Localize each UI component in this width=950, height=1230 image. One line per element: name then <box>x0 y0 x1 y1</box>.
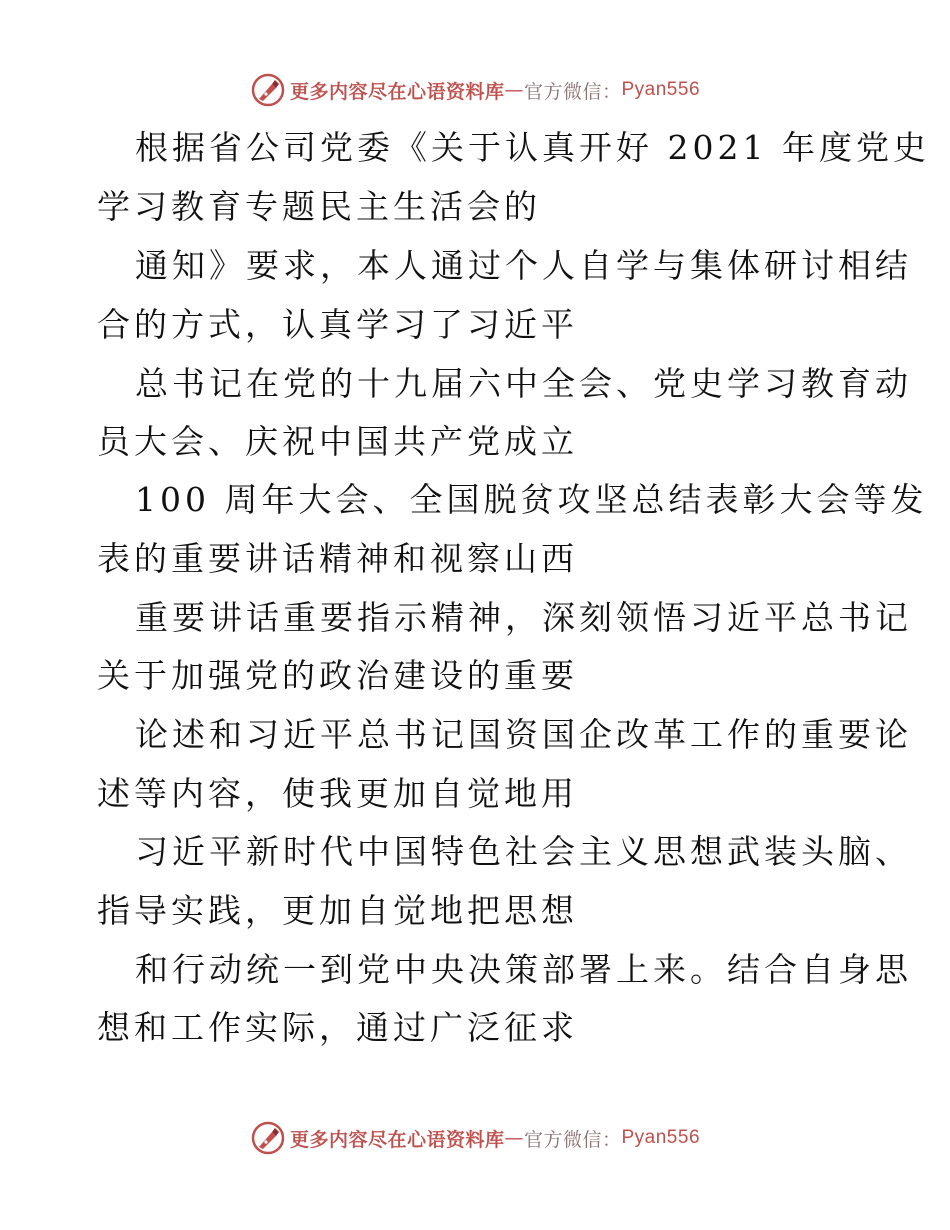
watermark-label: 官方微信： <box>523 80 622 103</box>
paragraph-1-line-2: 学习教育专题民主生活会的 <box>97 187 541 226</box>
paragraph-1-line-1: 根据省公司党委《关于认真开好 2021 年度党史 <box>135 128 930 167</box>
paragraph-2-line-2: 合的方式，认真学习了习近平 <box>97 305 578 344</box>
watermark-dash: — <box>504 79 524 101</box>
paragraph-7-line-2: 指导实践，更加自觉地把思想 <box>97 891 578 930</box>
paragraph-4-line-1: 100 周年大会、全国脱贫攻坚总结表彰大会等发 <box>135 480 928 519</box>
paragraph-4-line-2: 表的重要讲话精神和视察山西 <box>97 539 578 578</box>
watermark-brand: 更多内容尽在心语资料库 <box>289 1128 505 1151</box>
footer-watermark <box>0 1118 950 1158</box>
paragraph-5-line-2: 关于加强党的政治建设的重要 <box>97 656 578 695</box>
paragraph-6-line-1: 论述和习近平总书记国资国企改革工作的重要论 <box>135 715 912 754</box>
paragraph-8-line-2: 想和工作实际，通过广泛征求 <box>97 1008 578 1047</box>
paragraph-7-line-1: 习近平新时代中国特色社会主义思想武装头脑、 <box>135 832 912 871</box>
paragraph-3-line-1: 总书记在党的十九届六中全会、党史学习教育动 <box>135 364 912 403</box>
watermark-label: 官方微信： <box>523 1128 622 1151</box>
watermark-wechat-id: Pyan556 <box>621 1127 701 1148</box>
paragraph-3-line-2: 员大会、庆祝中国共产党成立 <box>97 422 578 461</box>
paragraph-5-line-1: 重要讲话重要指示精神，深刻领悟习近平总书记 <box>135 598 912 637</box>
fountain-pen-logo-icon <box>250 1120 286 1156</box>
paragraph-6-line-2: 述等内容，使我更加自觉地用 <box>97 774 578 813</box>
watermark-dash: — <box>504 1127 524 1149</box>
paragraph-8-line-1: 和行动统一到党中央决策部署上来。结合自身思 <box>135 950 912 989</box>
paragraph-2-line-1: 通知》要求，本人通过个人自学与集体研讨相结 <box>135 246 912 285</box>
watermark-wechat-id: Pyan556 <box>621 79 701 100</box>
watermark-brand: 更多内容尽在心语资料库 <box>289 80 505 103</box>
